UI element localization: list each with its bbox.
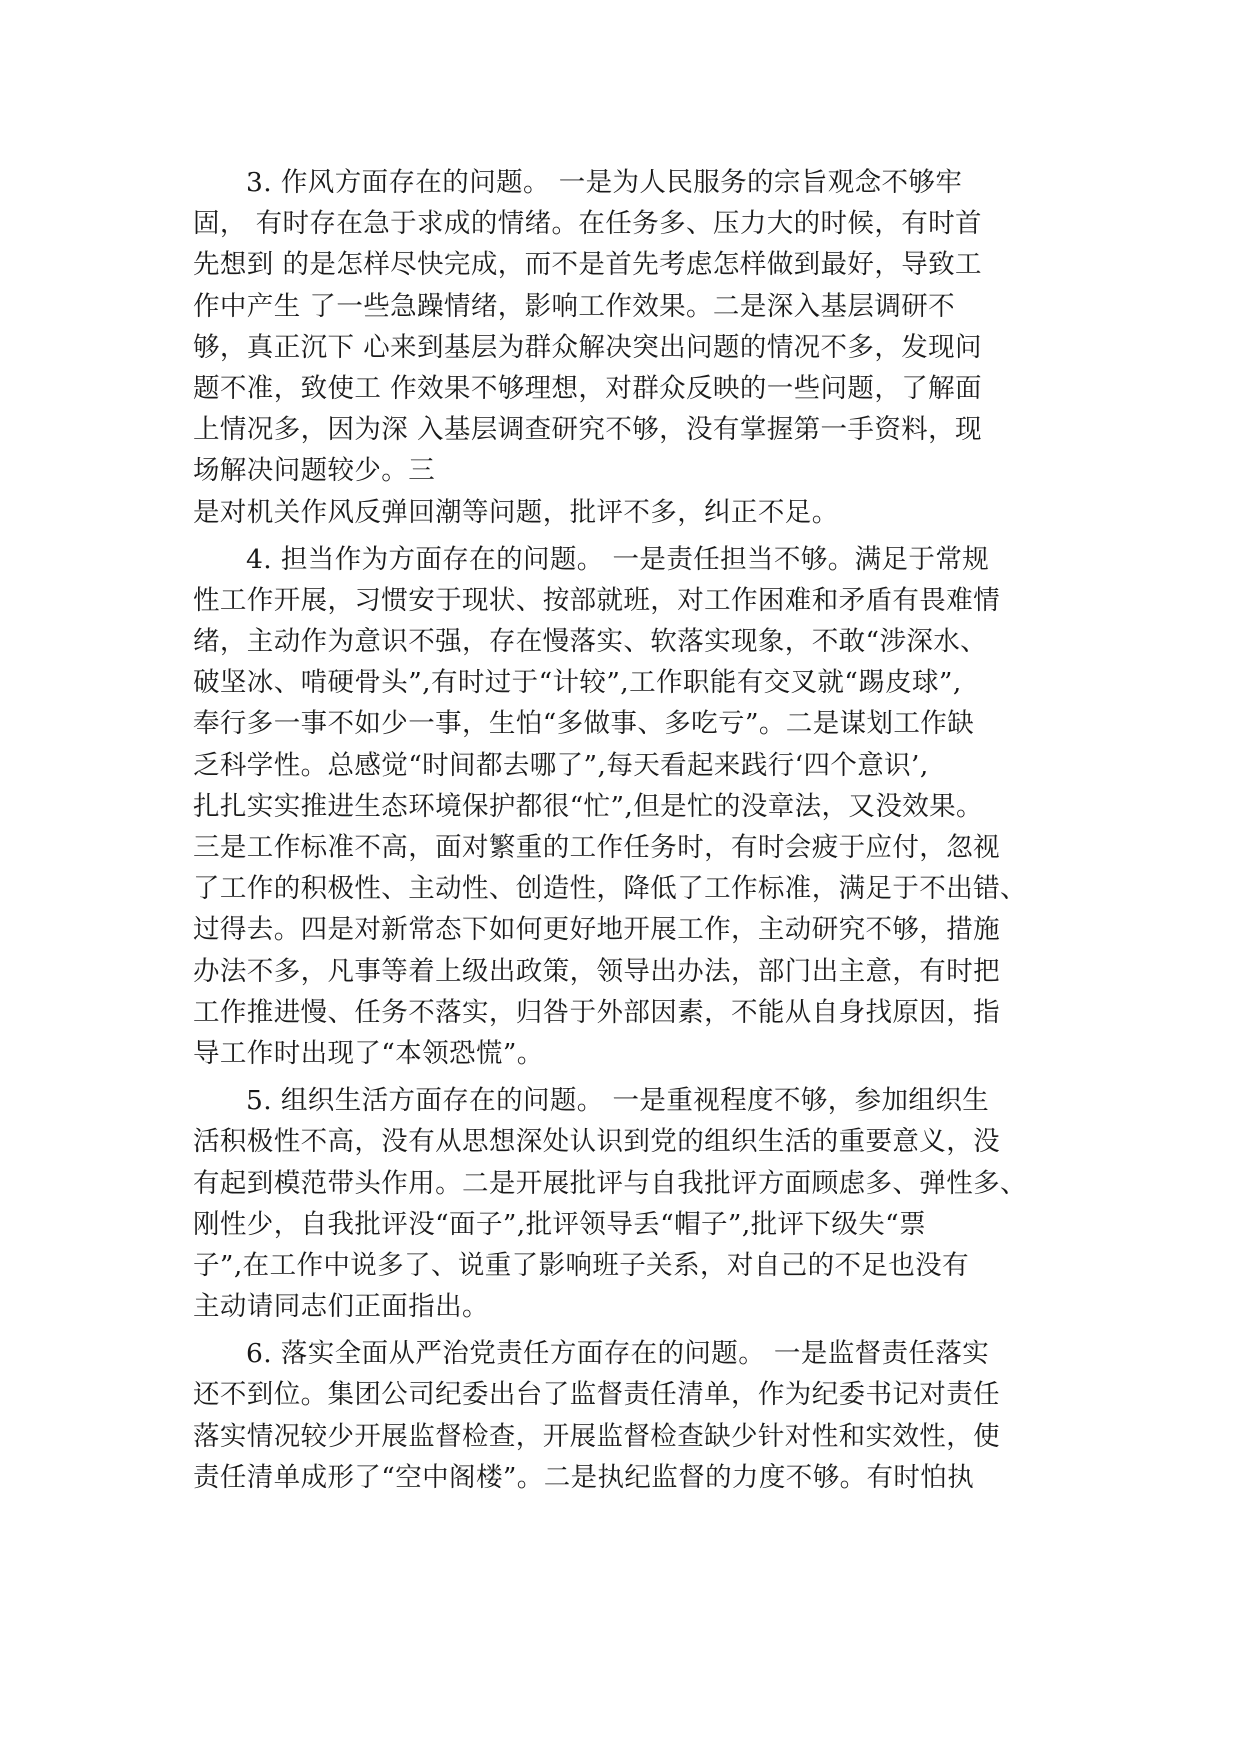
text-line: 作中产生 了一些急躁情绪，影响工作效果。二是深入基层调研不 bbox=[193, 290, 956, 322]
text-line: 办法不多，凡事等着上级出政策，领导出办法，部门出主意，有时把 bbox=[193, 955, 1000, 987]
text-line: 工作推进慢、任务不落实，归咎于外部因素，不能从自身找原因，指 bbox=[193, 996, 1000, 1028]
paragraph-section-4 bbox=[193, 539, 1047, 1074]
text-line: 活积极性不高，没有从思想深处认识到党的组织生活的重要意义，没 bbox=[193, 1126, 1000, 1158]
text-line: 还不到位。集团公司纪委出台了监督责任清单，作为纪委书记对责任 bbox=[193, 1379, 1000, 1411]
text-line: 奉行多一事不如少一事，生怕“多做事、多吃亏”。二是谋划工作缺 bbox=[193, 708, 975, 740]
text-line: 子”,在工作中说多了、说重了影响班子关系，对自己的不足也没有 bbox=[193, 1249, 969, 1281]
text-line: 落实情况较少开展监督检查，开展监督检查缺少针对性和实效性，使 bbox=[193, 1420, 1000, 1452]
text-line: 题不准，致使工 作效果不够理想，对群众反映的一些问题，了解面 bbox=[193, 372, 982, 404]
text-line: 有起到模范带头作用。二是开展批评与自我批评方面顾虑多、弹性多、 bbox=[193, 1167, 1027, 1199]
text-line: 够，真正沉下 心来到基层为群众解决突出问题的情况不多，发现问 bbox=[193, 331, 982, 363]
text-line: 3. 作风方面存在的问题。 一是为人民服务的宗旨观念不够牢 bbox=[246, 167, 963, 198]
text-line: 是对机关作风反弹回潮等问题，批评不多，纠正不足。 bbox=[193, 496, 839, 528]
paragraph-section-3 bbox=[193, 162, 1047, 533]
text-line: 场解决问题较少。三 bbox=[193, 455, 436, 487]
document-body bbox=[193, 162, 1047, 1498]
paragraph-section-5 bbox=[193, 1080, 1047, 1327]
text-line: 先想到 的是怎样尽快完成，而不是首先考虑怎样做到最好，导致工 bbox=[193, 249, 982, 281]
text-line: 性工作开展，习惯安于现状、按部就班，对工作困难和矛盾有畏难情 bbox=[193, 584, 1000, 616]
text-line: 了工作的积极性、主动性、创造性，降低了工作标准，满足于不出错、 bbox=[193, 873, 1027, 905]
text-line: 乏科学性。总感觉“时间都去哪了”,每天看起来践行‘四个意识’, bbox=[193, 749, 929, 781]
text-line: 固， 有时存在急于求成的情绪。在任务多、压力大的时候，有时首 bbox=[193, 208, 982, 240]
text-line: 刚性少，自我批评没“面子”,批评领导丢“帽子”,批评下级失“票 bbox=[193, 1208, 926, 1240]
text-line: 过得去。四是对新常态下如何更好地开展工作，主动研究不够，措施 bbox=[193, 914, 1000, 946]
paragraph-section-6 bbox=[193, 1333, 1047, 1498]
text-line: 主动请同志们正面指出。 bbox=[193, 1291, 489, 1323]
text-line: 6. 落实全面从严治党责任方面存在的问题。 一是监督责任落实 bbox=[246, 1338, 990, 1370]
text-line: 导工作时出现了“本领恐慌”。 bbox=[193, 1037, 544, 1069]
text-line: 上情况多，因为深 入基层调查研究不够，没有掌握第一手资料，现 bbox=[193, 414, 982, 446]
text-line: 绪，主动作为意识不强，存在慢落实、软落实现象，不敢“涉深水、 bbox=[193, 626, 988, 658]
text-line: 扎扎实实推进生态环境保护都很“忙”,但是忙的没章法，又没效果。 bbox=[193, 790, 983, 822]
text-line: 三是工作标准不高，面对繁重的工作任务时，有时会疲于应付，忽视 bbox=[193, 832, 1000, 863]
text-line: 责任清单成形了“空中阁楼”。二是执纪监督的力度不够。有时怕执 bbox=[193, 1461, 975, 1493]
text-line: 4. 担当作为方面存在的问题。 一是责任担当不够。满足于常规 bbox=[246, 543, 990, 575]
text-line: 破坚冰、啃硬骨头”,有时过于“计较”,工作职能有交叉就“踢皮球”, bbox=[193, 667, 962, 699]
text-line: 5. 组织生活方面存在的问题。 一是重视程度不够，参加组织生 bbox=[246, 1085, 990, 1117]
